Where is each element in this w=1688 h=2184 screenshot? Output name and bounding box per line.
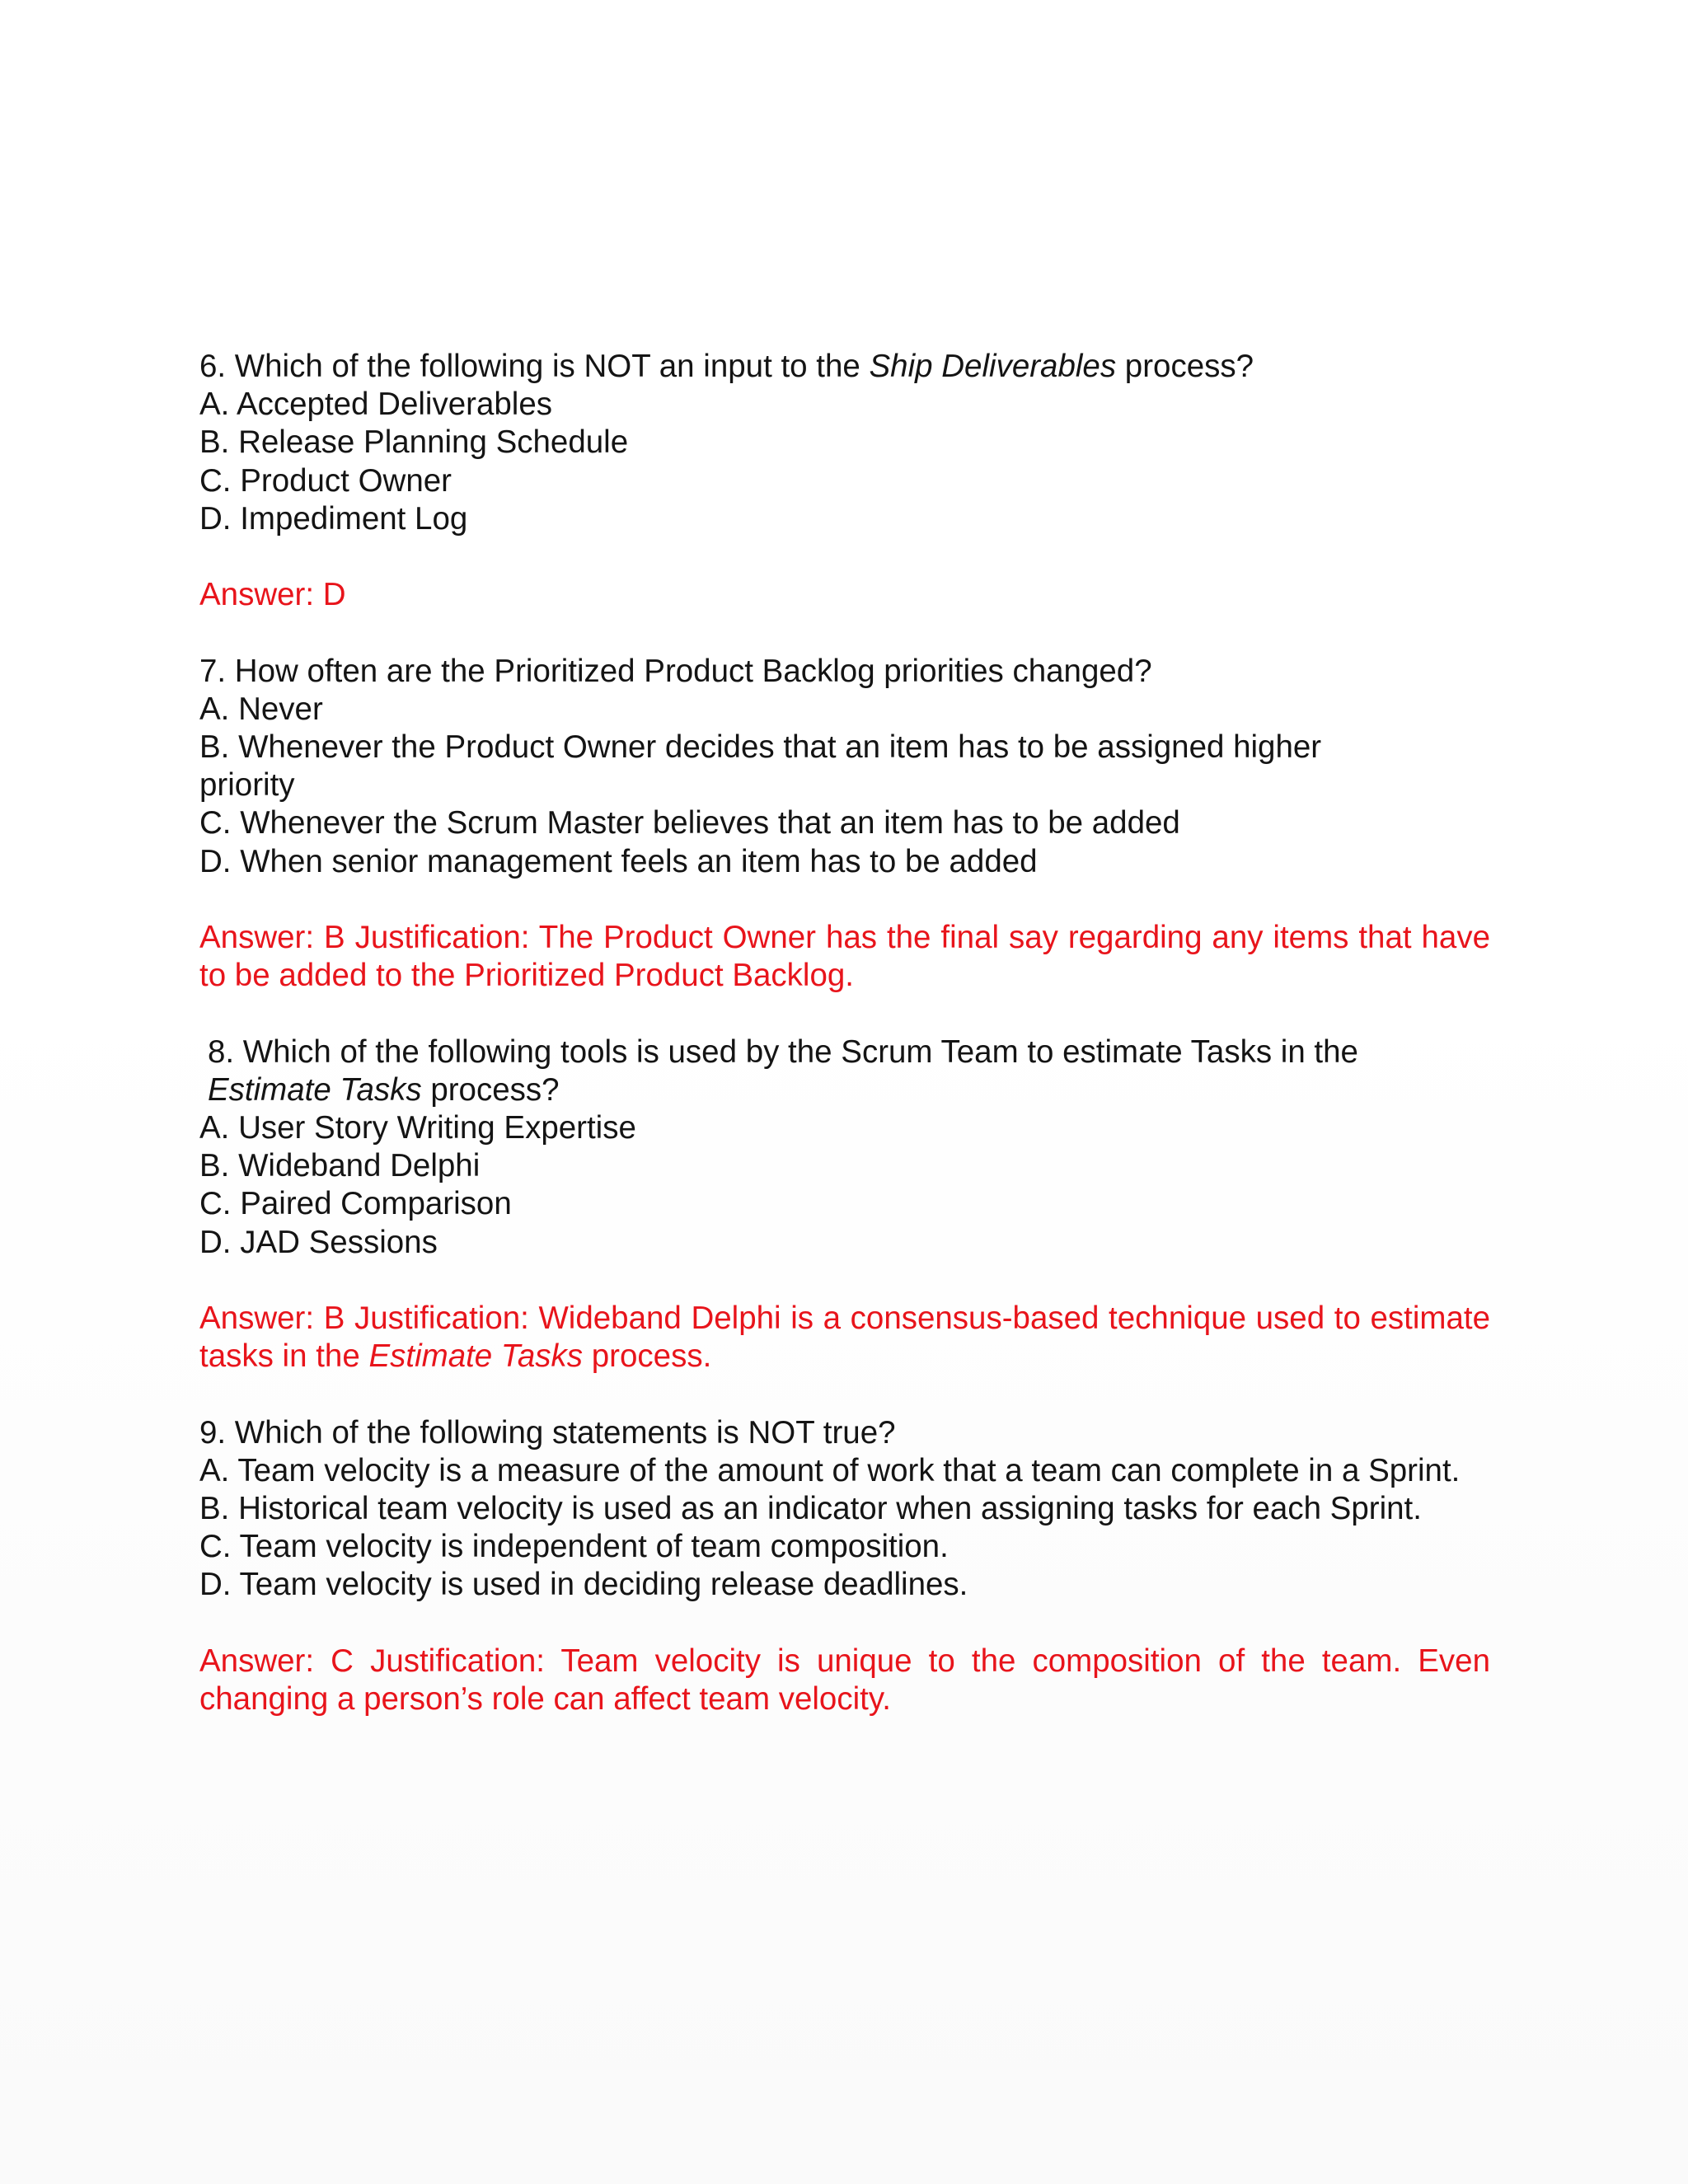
option-c: C. Team velocity is independent of team composition. bbox=[199, 1529, 949, 1565]
option-d: D. Impediment Log bbox=[199, 500, 468, 537]
option-c: C. Product Owner bbox=[199, 462, 452, 499]
option-d: D. When senior management feels an item has to be added bbox=[199, 843, 1038, 879]
question-text: 7. How often are the Prioritized Product Backlog priorities changed? bbox=[199, 653, 1152, 689]
option-b: B. Whenever the Product Owner decides that an item has to be assigned higher priority bbox=[199, 729, 1322, 804]
answer-text: Answer: D bbox=[199, 577, 346, 613]
question-text: 9. Which of the following statements is NOT true? bbox=[199, 1414, 896, 1451]
question-block bbox=[199, 1414, 1490, 1719]
option-d: D. JAD Sessions bbox=[199, 1224, 438, 1260]
option-a: A. Team velocity is a measure of the amount of work that a team can complete in a Sprint. bbox=[199, 1452, 1461, 1488]
option-b: B. Release Planning Schedule bbox=[199, 424, 629, 461]
option-b: B. Wideband Delphi bbox=[199, 1148, 481, 1184]
question-block bbox=[199, 653, 1490, 1033]
option-d: D. Team velocity is used in deciding release deadlines. bbox=[199, 1567, 968, 1603]
option-a: A. Accepted Deliverables bbox=[199, 387, 553, 423]
question-block bbox=[199, 348, 1490, 653]
option-b: B. Historical team velocity is used as an indicator when assigning tasks for each Sprint. bbox=[199, 1491, 1422, 1526]
quiz-content bbox=[199, 348, 1490, 1718]
question-text: 6. Which of the following is NOT an input to the Ship Deliverables process? bbox=[199, 349, 1254, 384]
option-c: C. Paired Comparison bbox=[199, 1186, 512, 1222]
answer-text: Answer: C Justification: Team velocity is unique to the composition of the team. Even changing a person’s role can affect team velocity. bbox=[199, 1643, 1490, 1717]
question-text: 8. Which of the following tools is used by the Scrum Team to estimate Tasks in the Estimate Tasks process? bbox=[208, 1033, 1358, 1108]
option-a: A. Never bbox=[199, 691, 323, 727]
answer-text: Answer: B Justification: Wideband Delphi is a consensus-based technique used to estimate tasks in the Estimate Tasks process. bbox=[199, 1301, 1490, 1375]
answer-text: Answer: B Justification: The Product Owner has the final say regarding any items that have to be added to the Prioritized Product Backlog. bbox=[199, 920, 1490, 994]
question-block bbox=[199, 1033, 1490, 1414]
option-a: A. User Story Writing Expertise bbox=[199, 1110, 636, 1146]
option-c: C. Whenever the Scrum Master believes that an item has to be added bbox=[199, 805, 1180, 841]
